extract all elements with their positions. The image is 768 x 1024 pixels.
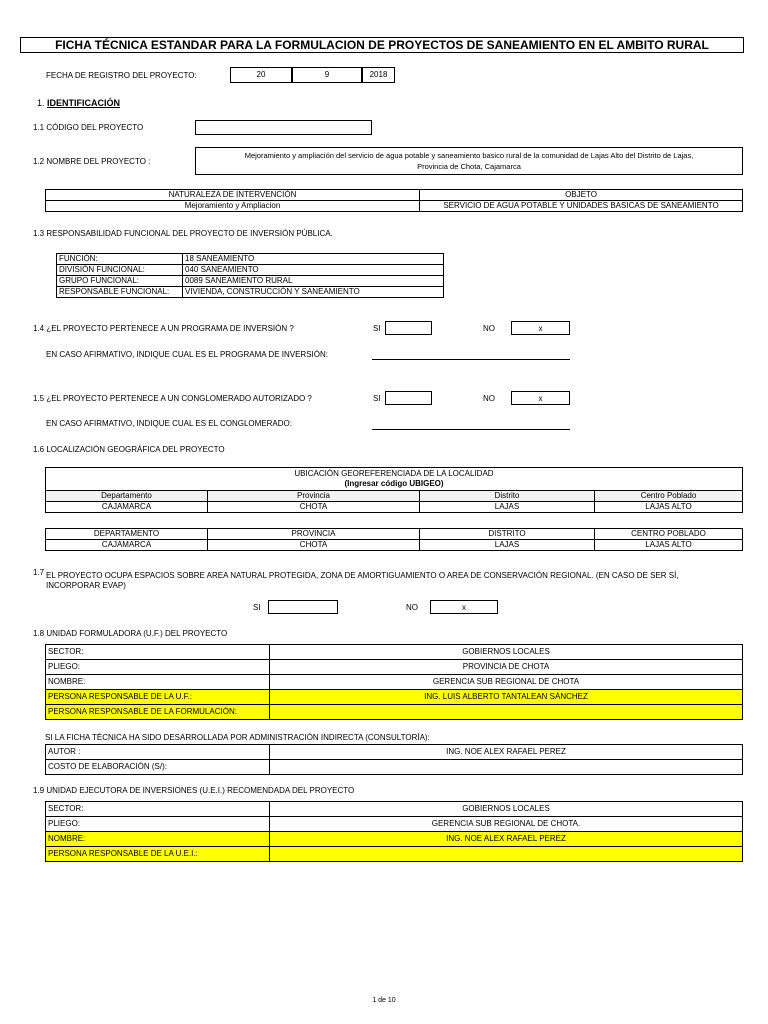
uei-value: ING. NOE ALEX RAFAEL PEREZ [270,832,743,847]
programa-follow-label: EN CASO AFIRMATIVO, INDIQUE CUAL ES EL PROGRAMA DE INVERSIÓN: [46,350,328,359]
cell-provincia: CHOTA [208,502,420,513]
table-row [46,802,743,817]
uei-key: SECTOR: [46,802,270,817]
ubicacion-title: UBICACIÓN GEOREFERENCIADA DE LA LOCALIDAD [294,469,494,478]
uei-value: GERENCIA SUB REGIONAL DE CHOTA. [270,817,743,832]
nombre-line-1: Mejoramiento y ampliación del servicio de agua potable y saneamiento basico rural de la comunidad de Lajas Alto del Distrito de Lajas, [244,151,694,160]
resp-value: VIVIENDA, CONSTRUCCIÓN Y SANEAMIENTO [183,287,444,298]
uf-key: NOMBRE: [46,675,270,690]
nombre-proyecto-box[interactable] [195,147,743,175]
cell-centro-poblado: LAJAS ALTO [595,540,743,551]
section-1-number: 1. [37,98,45,108]
programa-si-label: SI [373,324,381,333]
uf-value: ING. LUIS ALBERTO TANTALEAN SÁNCHEZ [270,690,743,705]
programa-si-box[interactable] [385,321,432,335]
col-header: Distrito [420,491,595,502]
programa-answer-line[interactable] [372,359,570,360]
ubicacion-subtitle: (Ingresar código UBIGEO) [344,479,444,488]
col-header: PROVINCIA [208,529,420,540]
table-row [46,660,743,675]
page-title: FICHA TÉCNICA ESTANDAR PARA LA FORMULACION DE PROYECTOS DE SANEAMIENTO EN EL AMBITO RURAL [20,37,744,53]
ubicacion-title-cell [46,468,743,491]
table-row [46,817,743,832]
table-row [46,690,743,705]
uei-value: GOBIERNOS LOCALES [270,802,743,817]
uf-table [45,644,743,720]
programa-no-label: NO [483,324,495,333]
uf-key: SECTOR: [46,645,270,660]
table-row [46,540,743,551]
table-row [57,287,444,298]
uf-label: 1.8 UNIDAD FORMULADORA (U.F.) DEL PROYECTO [33,629,228,638]
section-1-title: IDENTIFICACIÓN [47,98,121,108]
resp-value: 18 SANEAMIENTO [183,254,444,265]
conglomerado-si-label: SI [373,394,381,403]
responsabilidad-label: 1.3 RESPONSABILIDAD FUNCIONAL DEL PROYECTO DE INVERSIÓN PÚBLICA. [33,229,333,238]
naturaleza-header: NATURALEZA DE INTERVENCIÓN [46,190,420,201]
consultoria-key: AUTOR : [46,745,270,760]
uf-key: PERSONA RESPONSABLE DE LA FORMULACIÓN: [46,705,270,720]
anp-si-box[interactable] [268,600,338,614]
uei-key: NOMBRE: [46,832,270,847]
cell-departamento: CAJAMARCA [46,540,208,551]
consultoria-value: ING. NOE ALEX RAFAEL PEREZ [270,745,743,760]
cell-distrito: LAJAS [420,540,595,551]
cell-departamento: CAJAMARCA [46,502,208,513]
resp-key: DIVISIÓN FUNCIONAL: [57,265,183,276]
table-row [46,745,743,760]
resp-value: 040 SANEAMIENTO [183,265,444,276]
conglomerado-answer-line[interactable] [372,429,570,430]
naturaleza-table [45,189,743,212]
uf-value: GERENCIA SUB REGIONAL DE CHOTA [270,675,743,690]
col-header: Departamento [46,491,208,502]
anp-line-1: EL PROYECTO OCUPA ESPACIOS SOBRE AREA NATURAL PROTEGIDA, ZONA DE AMORTIGUAMIENTO O AREA DE CONSERVACIÓN REGIONAL. (EN CASO DE SER SÍ, [46,571,679,580]
col-header: DEPARTAMENTO [46,529,208,540]
conglomerado-si-box[interactable] [385,391,432,405]
fecha-year[interactable]: 2018 [362,67,395,83]
uei-key: PERSONA RESPONSABLE DE LA U.E.I.: [46,847,270,862]
resp-key: RESPONSABLE FUNCIONAL: [57,287,183,298]
anp-si-label: SI [253,603,261,612]
localizacion-label: 1.6 LOCALIZACIÓN GEOGRÁFICA DEL PROYECTO [33,445,225,454]
consultoria-key: COSTO DE ELABORACIÓN (S/): [46,760,270,775]
cell-distrito: LAJAS [420,502,595,513]
fecha-month[interactable]: 9 [292,67,362,83]
fecha-label: FECHA DE REGISTRO DEL PROYECTO: [46,71,197,80]
anp-question [46,571,746,591]
cell-provincia: CHOTA [208,540,420,551]
codigo-input[interactable] [195,120,372,135]
col-header: DISTRITO [420,529,595,540]
consultoria-value [270,760,743,775]
responsabilidad-table [56,253,444,298]
table-row [46,675,743,690]
col-header: Centro Poblado [595,491,743,502]
resp-key: GRUPO FUNCIONAL: [57,276,183,287]
cell-centro-poblado: LAJAS ALTO [595,502,743,513]
uf-key: PLIEGO: [46,660,270,675]
uf-key: PERSONA RESPONSABLE DE LA U.F.: [46,690,270,705]
section-1-heading [37,98,120,109]
page-number: 1 de 10 [372,997,396,1004]
conglomerado-no-box[interactable]: x [511,391,570,405]
anp-number: 1.7 [33,568,45,577]
col-header: CENTRO POBLADO [595,529,743,540]
table-row [46,760,743,775]
uf-value [270,705,743,720]
conglomerado-no-label: NO [483,394,495,403]
table-row [46,705,743,720]
programa-question: 1.4 ¿EL PROYECTO PERTENECE A UN PROGRAMA DE INVERSIÓN ? [33,324,294,333]
uei-label: 1.9 UNIDAD EJECUTORA DE INVERSIONES (U.E.I.) RECOMENDADA DEL PROYECTO [33,786,355,795]
resp-key: FUNCIÓN: [57,254,183,265]
programa-no-box[interactable]: x [511,321,570,335]
uf-value: GOBIERNOS LOCALES [270,645,743,660]
ubicacion-table-2 [45,528,743,551]
anp-no-box[interactable]: x [430,600,498,614]
fecha-day[interactable]: 20 [230,67,292,83]
table-row [57,265,444,276]
table-row [57,254,444,265]
uei-table [45,801,743,862]
anp-line-2: INCORPORAR EVAP) [46,581,126,590]
indirecta-label: SI LA FICHA TÉCNICA HA SIDO DESARROLLADA POR ADMINISTRACIÓN INDIRECTA (CONSULTORÍA): [45,733,430,742]
consultoria-table [45,744,743,775]
table-row [57,276,444,287]
col-header: Provincia [208,491,420,502]
table-row [46,847,743,862]
uf-value: PROVINCIA DE CHOTA [270,660,743,675]
ubicacion-table [45,467,743,513]
nombre-line-2: Provincia de Chota, Cajamarca [417,162,521,171]
table-row [46,832,743,847]
table-row [46,645,743,660]
conglomerado-follow-label: EN CASO AFIRMATIVO, INDIQUE CUAL ES EL CONGLOMERADO: [46,419,292,428]
anp-no-label: NO [406,603,418,612]
table-row [46,502,743,513]
nombre-label: 1.2 NOMBRE DEL PROYECTO : [33,157,151,166]
naturaleza-value: Mejoramiento y Ampliacion [46,201,420,212]
uei-value [270,847,743,862]
resp-value: 0089 SANEAMIENTO RURAL [183,276,444,287]
objeto-header: OBJETO [420,190,743,201]
objeto-value: SERVICIO DE AGUA POTABLE Y UNIDADES BASICAS DE SANEAMIENTO [420,201,743,212]
uei-key: PLIEGO: [46,817,270,832]
codigo-label: 1.1 CÓDIGO DEL PROYECTO [33,123,144,132]
conglomerado-question: 1.5 ¿EL PROYECTO PERTENECE A UN CONGLOMERADO AUTORIZADO ? [33,394,312,403]
